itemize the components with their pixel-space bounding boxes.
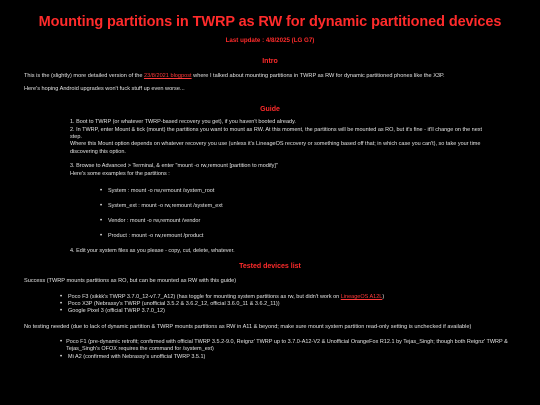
bullet-icon: • <box>100 203 103 210</box>
guide-heading: Guide <box>260 106 280 114</box>
list-item <box>60 339 516 353</box>
list-item <box>100 188 492 194</box>
example-text: Vendor : mount -o rw,remount /vendor <box>108 218 201 225</box>
list-item <box>60 354 516 361</box>
device-suffix: ) <box>382 294 385 301</box>
tested-heading: Tested devices list <box>239 263 301 271</box>
intro-text-end: where I talked about mounting partitions in TWRP as RW for dynamic partitioned phones like the X3P. <box>191 73 445 79</box>
step-2: 2. In TWRP, enter Mount & tick (mount) the partitions you want to mount as RW. At this moment, the partitions will be mounted as RO, but it's fine - it'll change on the next step. <box>70 126 483 140</box>
intro-heading: Intro <box>262 58 278 65</box>
list-item <box>60 308 516 315</box>
list-item <box>60 294 516 301</box>
lineageos-link[interactable]: LineageOS A12L <box>340 294 383 301</box>
device-name: Poco F1 (pre-dynamic retrofit; confirmed with official TWRP 3.5.2-9.0, Reignz' TWRP up to 3.7.0-A12-V2 & Unofficial OrangeFox R12.1 by Tejas_Singh; though both Reignz' TWRP & Tejas_Singh's OFOX requires the command for /system_ext) <box>66 339 508 353</box>
bullet-icon: • <box>60 308 63 315</box>
step-4: 4. Edit your system files as you please - copy, cut, delete, whatever. <box>70 248 235 255</box>
device-name: Poco F3 (sikkk's TWRP 3.7.0_12-v7.7_A12) (has toggle for mounting system partitions as rw, but didn't work on <box>68 294 341 301</box>
device-name: Mi A2 (confirmed with Nebrassy's unofficial TWRP 3.5.1) <box>68 353 206 360</box>
bullet-icon: • <box>100 188 103 195</box>
bullet-icon: • <box>100 218 103 225</box>
no-test-list <box>24 339 516 361</box>
step-2-note: Where this Mount option depends on whatever recovery you use (unless it's LineageOS recovery or something based off that; in which case you can't), so take your time discovering this option. <box>70 141 481 155</box>
examples-list <box>70 188 492 239</box>
step-3-note: Here's some examples for the partitions : <box>70 170 170 177</box>
device-text <box>68 294 384 301</box>
device-name: Poco X3P (Nebrassy's TWRP (unofficial 3.5.2 & 3.6.2_12, official 3.6.0_11 & 3.6.2_11)) <box>68 301 280 308</box>
list-item <box>100 218 492 224</box>
list-item <box>100 233 492 239</box>
step-3: 3. Browse to Advanced > Terminal, & enter "mount -o rw,remount [partition to modify]" <box>70 163 278 170</box>
step-1: 1. Boot to TWRP (or whatever TWRP-based recovery you get), if you haven't booted already. <box>70 119 296 126</box>
blogpost-link[interactable]: 23/8/2021 blogpost <box>144 73 192 79</box>
last-update: Last update : 4/8/2025 (LG G7) <box>225 37 315 44</box>
intro-text: This is the (slightly) more detailed version of the <box>24 73 145 79</box>
bullet-icon: • <box>60 294 63 301</box>
success-paragraph: Success (TWRP mounts partitions as RO, but can be mounted as RW with this guide) <box>24 278 237 285</box>
list-item <box>60 301 516 308</box>
device-name: Google Pixel 3 (official TWRP 3.7.0_12) <box>68 308 165 315</box>
example-text: System_ext : mount -o rw,remount /system_ext <box>108 203 223 210</box>
bullet-icon: • <box>60 301 63 308</box>
example-text: Product : mount -o rw,remount /product <box>108 233 204 240</box>
guide-steps <box>24 119 516 255</box>
page-title: Mounting partitions in TWRP as RW for dynamic partitioned devices <box>38 14 502 30</box>
bullet-icon: • <box>100 233 103 240</box>
intro-paragraph <box>24 73 516 81</box>
bullet-icon: • <box>60 339 63 346</box>
success-list <box>24 294 516 316</box>
list-item <box>100 203 492 209</box>
bullet-icon: • <box>60 353 63 360</box>
intro-paragraph-2: Here's hoping Android upgrades won't fuck stuff up even worse... <box>24 85 185 92</box>
no-test-paragraph: No testing needed (due to lack of dynamic partition & TWRP mounts partitions as RW in A11 & beyond; make sure mount system partition read-only setting is unchecked if available) <box>24 323 472 330</box>
example-text: System : mount -o rw,remount /system_root <box>108 188 215 195</box>
